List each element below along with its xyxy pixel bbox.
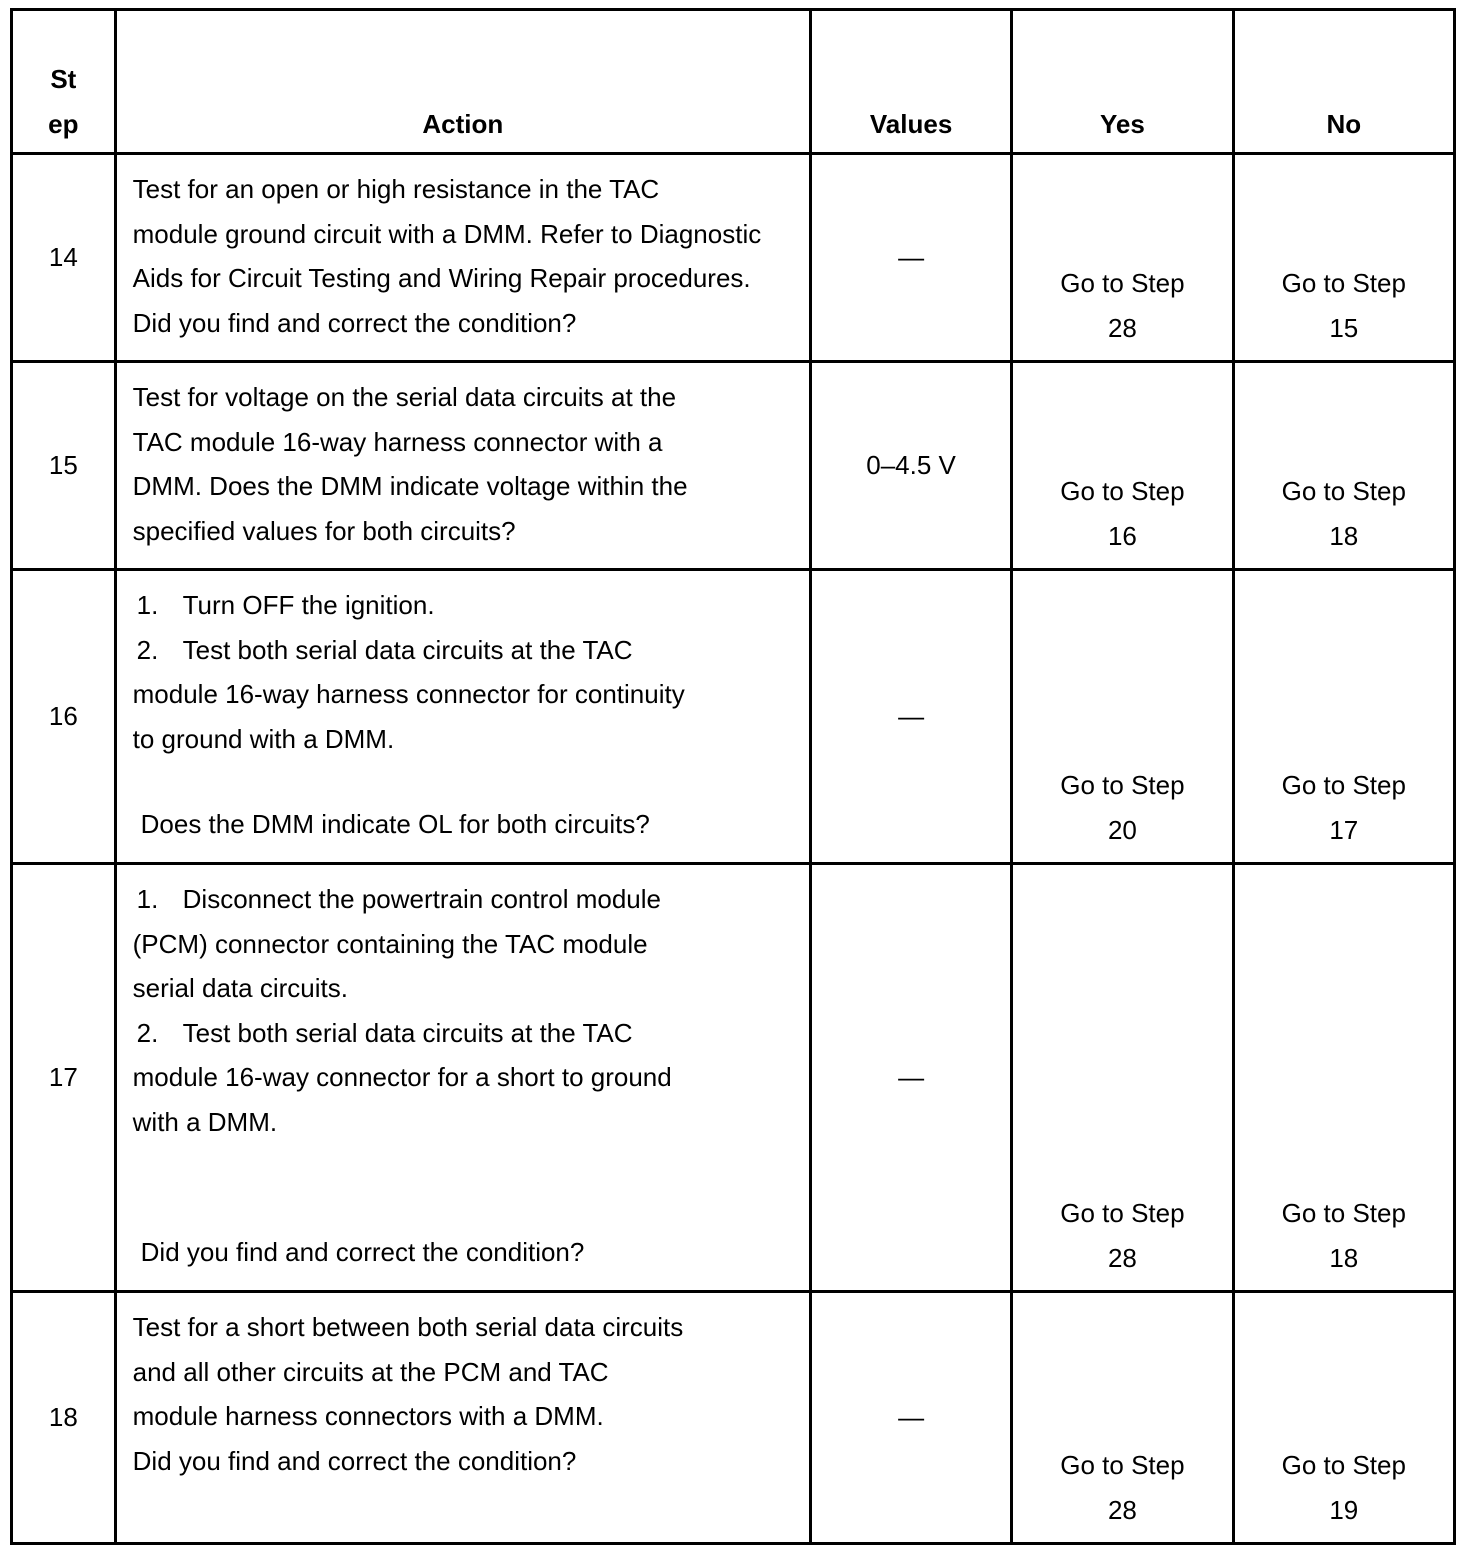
values-cell: — (810, 154, 1011, 362)
no-cell: Go to Step 19 (1233, 1292, 1454, 1544)
table-row-step-17 (12, 864, 1455, 1292)
yes-cell: Go to Step 20 (1012, 570, 1233, 864)
no-cell: Go to Step 15 (1233, 154, 1454, 362)
table-row-step-15 (12, 362, 1455, 570)
values-cell: — (810, 570, 1011, 864)
numbered-item: 1. Turn OFF the ignition. (136, 590, 435, 620)
numbered-item: 2. Test both serial data circuits at the TAC (136, 634, 633, 665)
step-number: 14 (12, 154, 116, 362)
action-cell: Test for voltage on the serial data circuits at the TAC module 16-way harness connector with a DMM. Does the DMM indicate voltage within the specified values for both circuits? (115, 362, 810, 570)
no-cell: Go to Step 17 (1233, 570, 1454, 864)
diagnostic-table (10, 8, 1456, 1545)
step-number: 17 (12, 864, 116, 1292)
yes-cell: Go to Step 28 (1012, 864, 1233, 1292)
step-number: 18 (12, 1292, 116, 1544)
no-cell: Go to Step 18 (1233, 864, 1454, 1292)
yes-cell: Go to Step 28 (1012, 1292, 1233, 1544)
no-cell: Go to Step 18 (1233, 362, 1454, 570)
action-cell: 1. Disconnect the powertrain control module (PCM) connector containing the TAC module serial data circuits. 2. Test both serial data circuits at the TAC module 16-way connector for a short to ground with a DMM. Did you find and correct the condition? (115, 864, 810, 1292)
table-row-step-18 (12, 1292, 1455, 1544)
table-row-step-16 (12, 570, 1455, 864)
header-action: Action (115, 10, 810, 154)
step-number: 15 (12, 362, 116, 570)
values-cell: 0–4.5 V (810, 362, 1011, 570)
step-number: 16 (12, 570, 116, 864)
question-text: Did you find and correct the condition? (140, 1237, 585, 1267)
numbered-item: 2. Test both serial data circuits at the TAC (136, 1017, 633, 1048)
header-row (12, 10, 1455, 154)
question-text: Does the DMM indicate OL for both circuits? (140, 809, 650, 839)
values-cell: — (810, 1292, 1011, 1544)
yes-cell: Go to Step 16 (1012, 362, 1233, 570)
header-no: No (1233, 10, 1454, 154)
action-cell: Test for a short between both serial data circuits and all other circuits at the PCM and TAC module harness connectors with a DMM. Did you find and correct the condition? (115, 1292, 810, 1544)
header-step: St ep (12, 10, 116, 154)
table-row-step-14 (12, 154, 1455, 362)
values-cell: — (810, 864, 1011, 1292)
header-yes: Yes (1012, 10, 1233, 154)
action-cell: Test for an open or high resistance in the TAC module ground circuit with a DMM. Refer to Diagnostic Aids for Circuit Testing and Wiring Repair procedures. Did you find and correct the condition? (115, 154, 810, 362)
header-values: Values (810, 10, 1011, 154)
numbered-item: 1. Disconnect the powertrain control module (136, 884, 661, 914)
yes-cell: Go to Step 28 (1012, 154, 1233, 362)
action-cell: 1. Turn OFF the ignition. 2. Test both serial data circuits at the TAC module 16-way harness connector for continuity to ground with a DMM. Does the DMM indicate OL for both circuits? (115, 570, 810, 864)
